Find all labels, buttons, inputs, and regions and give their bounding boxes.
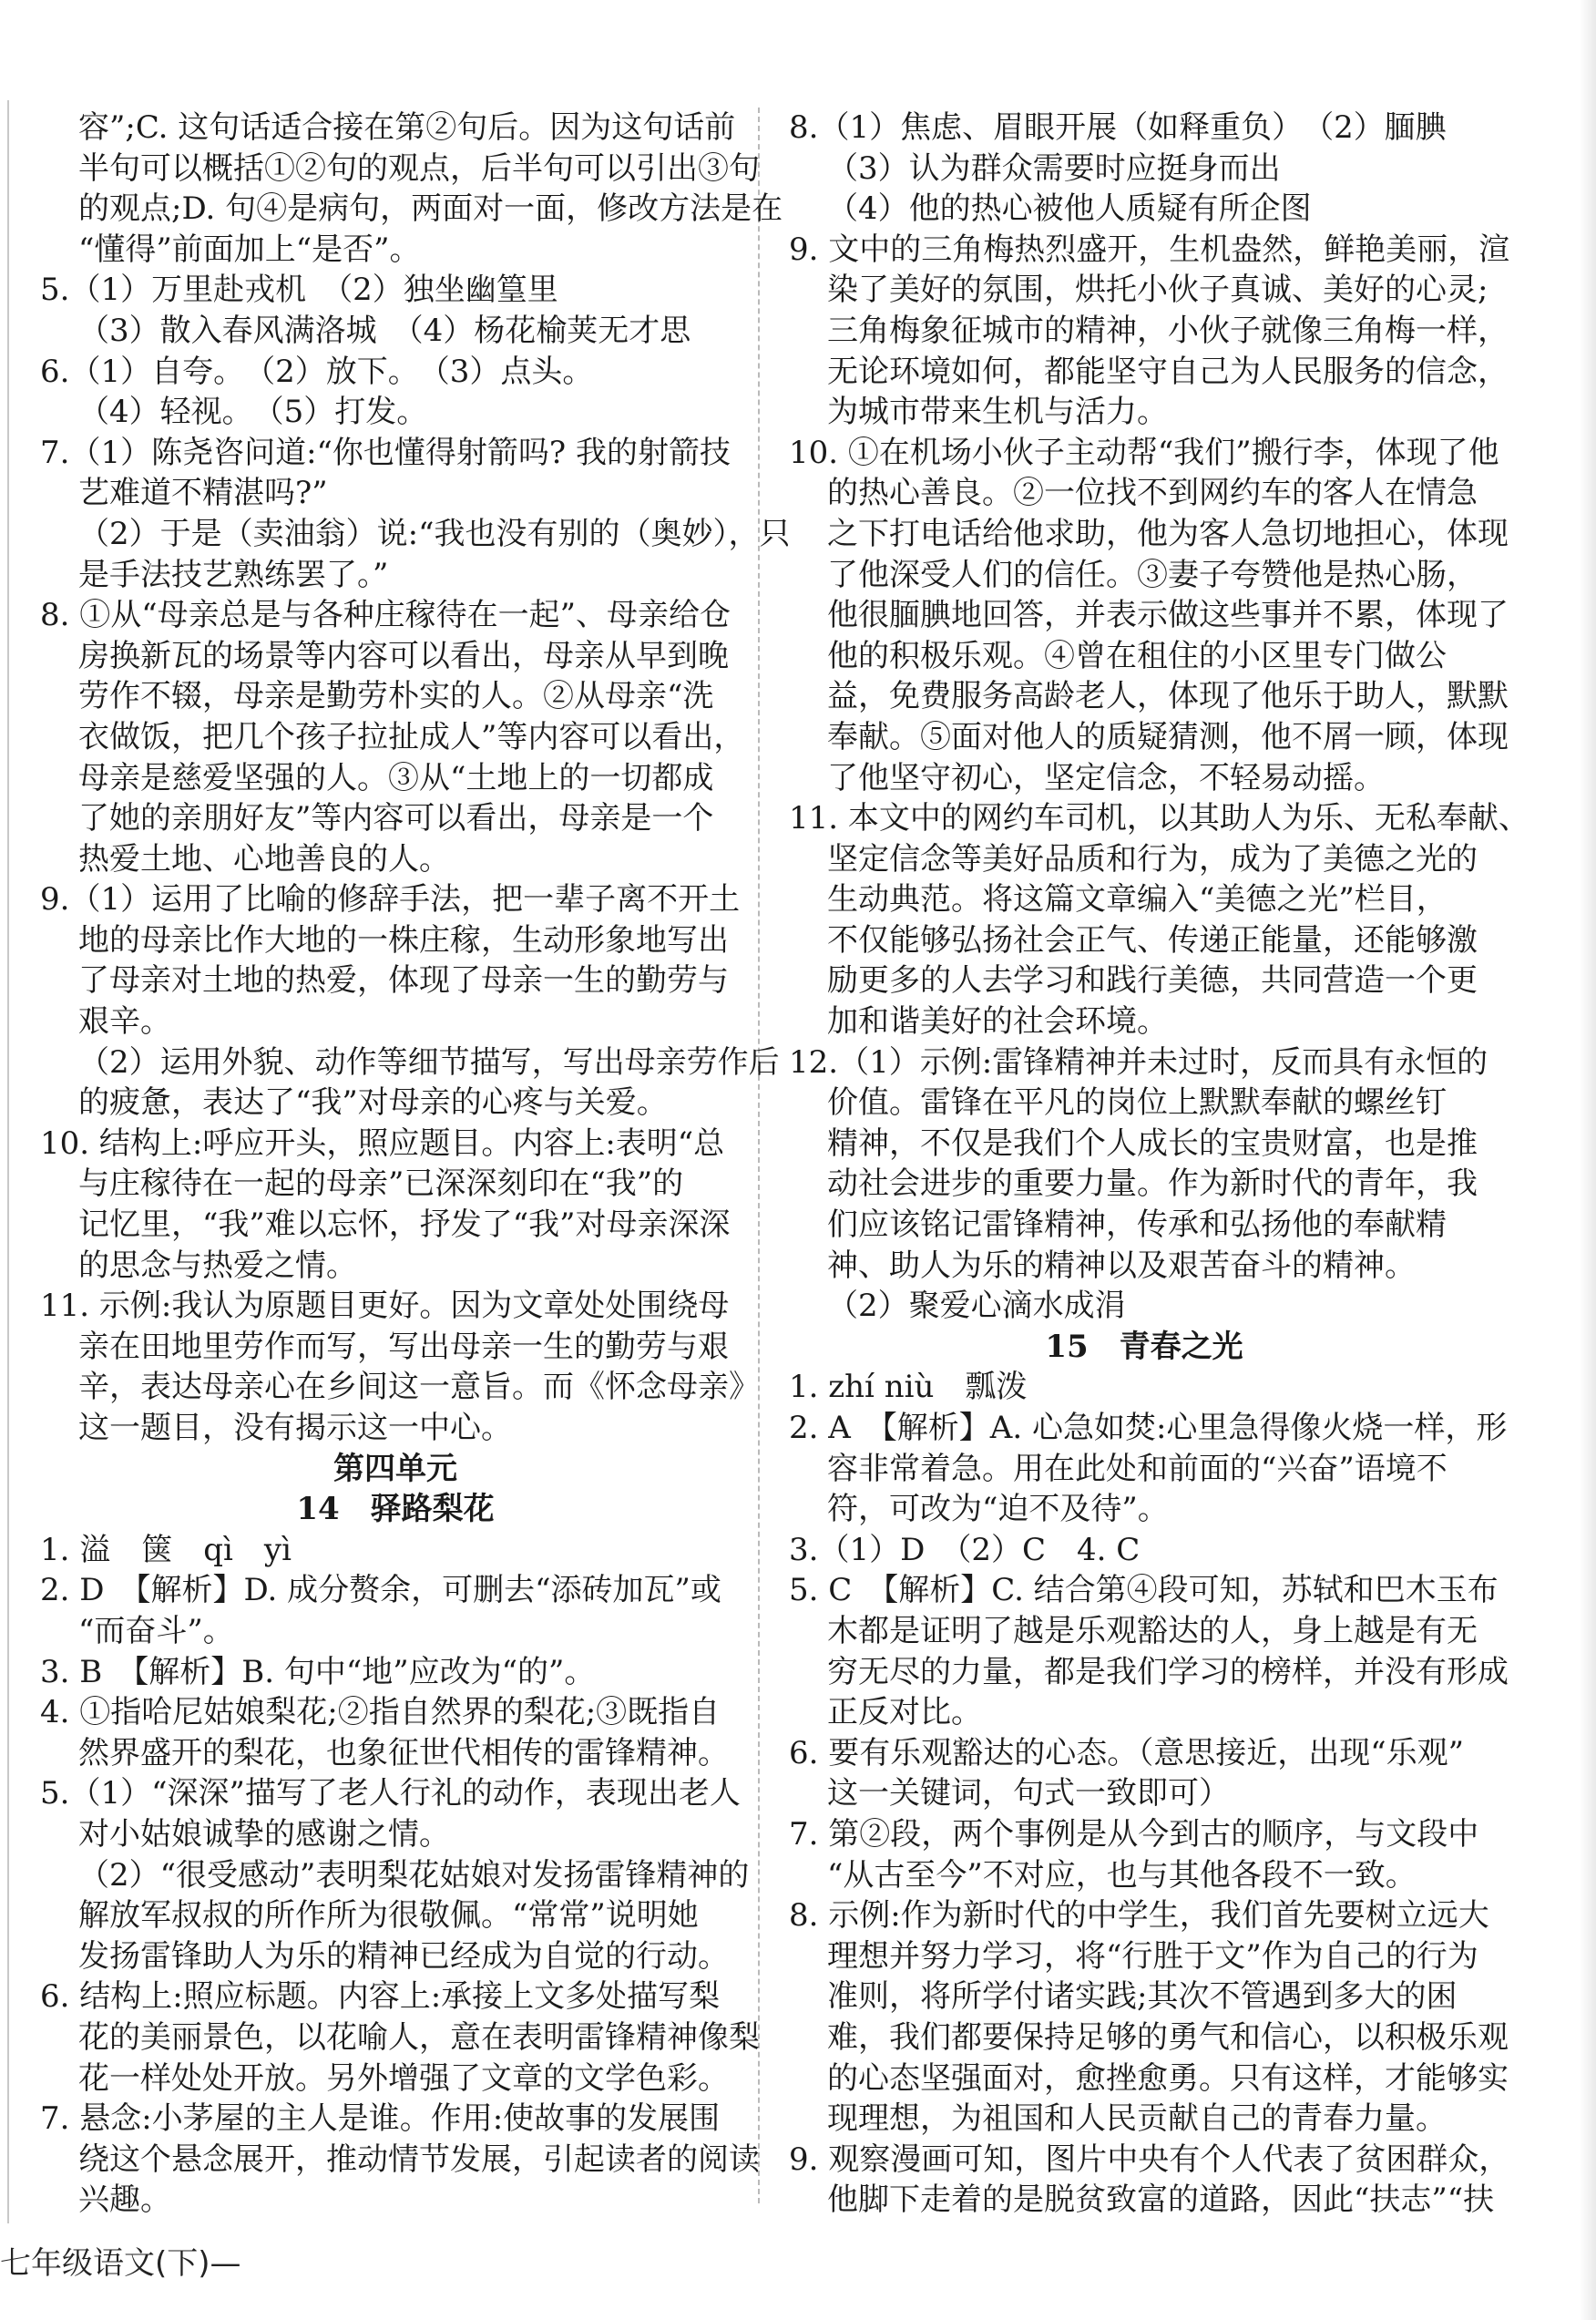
text-line: 现理想，为祖国和人民贡献自己的青春力量。	[827, 2100, 1447, 2138]
text-line: 5.（1）万里赴戎机 （2）独坐幽篁里	[40, 272, 558, 309]
text-line: 12.（1）示例:雷锋精神并未过时，反而具有永恒的	[789, 1043, 1489, 1081]
text-line: 励更多的人去学习和践行美德，共同营造一个更	[827, 962, 1478, 1000]
text-line: 5.（1）“深深”描写了老人行礼的动作，表现出老人	[40, 1775, 741, 1812]
text-line: 奉献。⑤面对他人的质疑猜测，他不屑一顾，体现	[827, 718, 1509, 755]
page-edge-shadow	[1580, 0, 1596, 2320]
text-line: 了他坚守初心，坚定信念，不轻易动摇。	[827, 759, 1385, 796]
text-line: 们应该铭记雷锋精神，传承和弘扬他的奉献精	[827, 1206, 1447, 1244]
text-line: 辛，表达母亲心在乡间这一意旨。而《怀念母亲》	[78, 1369, 760, 1406]
text-line: 衣做饭，把几个孩子拉扯成人”等内容可以看出，	[78, 718, 745, 755]
text-line: 不仅能够弘扬社会正气、传递正能量，还能够激	[827, 921, 1478, 959]
text-line: 三角梅象征城市的精神，小伙子就像三角梅一样，	[827, 312, 1509, 349]
section-heading: 第四单元	[333, 1450, 457, 1487]
text-line: 2. D 【解析】D. 成分赘余，可删去“添砖加瓦”或	[40, 1572, 721, 1609]
text-line: “从古至今”不对应，也与其他各段不一致。	[827, 1856, 1417, 1894]
text-line: 亲在田地里劳作而写，写出母亲一生的勤劳与艰	[78, 1328, 729, 1365]
text-line: 劳作不辍，母亲是勤劳朴实的人。②从母亲“洗	[78, 678, 714, 715]
text-line: 他脚下走着的是脱贫致富的道路，因此“扶志”“扶	[827, 2181, 1495, 2219]
text-line: 的疲惫，表达了“我”对母亲的心疼与关爱。	[78, 1084, 668, 1122]
text-line: 地的母亲比作大地的一株庄稼，生动形象地写出	[78, 921, 729, 959]
text-line: 发扬雷锋助人为乐的精神已经成为自觉的行动。	[78, 1937, 729, 1975]
column-divider	[758, 108, 760, 2203]
text-line: 加和谐美好的社会环境。	[827, 1003, 1168, 1041]
text-line: （3）散入春风满洛城 （4）杨花榆荚无才思	[78, 312, 691, 349]
text-line: 容非常着急。用在此处和前面的“兴奋”语境不	[827, 1450, 1448, 1487]
text-line: 他很腼腆地回答，并表示做这些事并不累，体现了	[827, 597, 1509, 634]
text-line: 花的美丽景色，以花喻人，意在表明雷锋精神像梨	[78, 2018, 760, 2056]
text-line: 3.（1）D （2）C 4. C	[789, 1531, 1141, 1568]
text-line: 容”;C. 这句话适合接在第②句后。因为这句话前	[78, 109, 736, 146]
section-heading: 14 驿路梨花	[296, 1491, 495, 1528]
section-heading: 15 青春之光	[1045, 1328, 1243, 1365]
text-line: 兴趣。	[78, 2181, 171, 2219]
text-line: 了他深受人们的信任。③妻子夸赞他是热心肠，	[827, 556, 1478, 593]
text-line: 9. 文中的三角梅热烈盛开，生机盎然，鲜艳美丽，渲	[789, 231, 1510, 268]
text-line: 是手法技艺熟练罢了。”	[78, 556, 389, 593]
text-line: 的心态坚强面对，愈挫愈勇。只有这样，才能够实	[827, 2059, 1509, 2097]
right-column	[789, 108, 1530, 2221]
text-line: “懂得”前面加上“是否”。	[78, 231, 421, 268]
text-line: “而奋斗”。	[78, 1612, 234, 1649]
text-line: 4. ①指哈尼姑娘梨花;②指自然界的梨花;③既指自	[40, 1694, 721, 1731]
text-line: 9.（1）运用了比喻的修辞手法，把一辈子离不开土	[40, 881, 741, 919]
text-line: 解放军叔叔的所作所为很敬佩。“常常”说明她	[78, 1897, 699, 1935]
text-line: 木都是证明了越是乐观豁达的人，身上越是有无	[827, 1612, 1478, 1649]
page-footer: 七年级语文(下)—	[0, 2245, 241, 2282]
text-line: 6. 要有乐观豁达的心态。（意思接近，出现“乐观”	[789, 1734, 1465, 1771]
text-line: 这一关键词，句式一致即可）	[827, 1775, 1230, 1812]
text-line: 7.（1）陈尧咨问道:“你也懂得射箭吗? 我的射箭技	[40, 434, 731, 471]
text-line: （4）轻视。 （5）打发。	[78, 394, 428, 431]
text-line: 3. B 【解析】B. 句中“地”应改为“的”。	[40, 1653, 596, 1690]
text-line: 与庄稼待在一起的母亲”已深深刻印在“我”的	[78, 1165, 684, 1203]
text-line: 的思念与热爱之情。	[78, 1247, 357, 1284]
text-line: 11. 本文中的网约车司机，以其助人为乐、无私奉献、	[789, 800, 1530, 837]
text-line: 母亲是慈爱坚强的人。③从“土地上的一切都成	[78, 759, 714, 796]
text-line: （4）他的热心被他人质疑有所企图	[827, 190, 1312, 228]
text-line: 2. A 【解析】A. 心急如焚:心里急得像火烧一样，形	[789, 1410, 1508, 1446]
left-column	[40, 108, 791, 2221]
text-line: 了她的亲朋好友”等内容可以看出，母亲是一个	[78, 800, 714, 837]
text-line: 符，可改为“迫不及待”。	[827, 1491, 1169, 1528]
text-line: 难，我们都要保持足够的勇气和信心，以积极乐观	[827, 2018, 1509, 2056]
text-line: 8. ①从“母亲总是与各种庄稼待在一起”、母亲给仓	[40, 597, 732, 634]
text-line: 精神，不仅是我们个人成长的宝贵财富，也是推	[827, 1124, 1478, 1162]
text-line: 8. 示例:作为新时代的中学生，我们首先要树立远大	[789, 1897, 1489, 1935]
text-line: 10. ①在机场小伙子主动帮“我们”搬行李，体现了他	[789, 434, 1499, 471]
text-line: 然界盛开的梨花，也象征世代相传的雷锋精神。	[78, 1734, 729, 1771]
text-line: 正反对比。	[827, 1694, 982, 1731]
text-line: 花一样处处开放。另外增强了文章的文学色彩。	[78, 2059, 729, 2097]
text-line: 热爱土地、心地善良的人。	[78, 840, 450, 878]
text-line: 记忆里，“我”难以忘怀，抒发了“我”对母亲深深	[78, 1206, 731, 1244]
text-line: 神、助人为乐的精神以及艰苦奋斗的精神。	[827, 1247, 1416, 1284]
text-line: 的观点;D. 句④是病句，两面对一面，修改方法是在	[78, 190, 783, 228]
text-line: （2）于是（卖油翁）说:“我也没有别的（奥妙），只	[78, 515, 791, 552]
text-line: 7. 第②段，两个事例是从今到古的顺序，与文段中	[789, 1815, 1479, 1853]
text-line: 动社会进步的重要力量。作为新时代的青年，我	[827, 1165, 1478, 1203]
text-line: 半句可以概括①②句的观点，后半句可以引出③句	[78, 149, 760, 187]
text-line: 9. 观察漫画可知，图片中央有个人代表了贫困群众，	[789, 2140, 1510, 2178]
text-line: 价值。雷锋在平凡的岗位上默默奉献的螺丝钉	[827, 1084, 1447, 1122]
text-line: 的热心善良。②一位找不到网约车的客人在情急	[827, 475, 1478, 512]
text-line: 6.（1）自夸。 （2）放下。 （3）点头。	[40, 353, 594, 390]
text-line: 7. 悬念:小茅屋的主人是谁。作用:使故事的发展围	[40, 2100, 721, 2138]
text-line: 这一题目，没有揭示这一中心。	[78, 1410, 512, 1446]
text-line: 5. C 【解析】C. 结合第④段可知，苏轼和巴木玉布	[789, 1572, 1499, 1609]
text-line: 10. 结构上:呼应开头，照应题目。内容上:表明“总	[40, 1124, 725, 1162]
text-line: 1. 溢 箧 qì yì	[40, 1531, 292, 1568]
text-line: 绕这个悬念展开，推动情节发展，引起读者的阅读	[78, 2140, 760, 2178]
text-line: 生动典范。将这篇文章编入“美德之光”栏目，	[827, 881, 1448, 919]
text-line: （2）聚爱心滴水成涓	[827, 1288, 1126, 1325]
page-edge-line	[7, 100, 9, 2223]
text-line: （3）认为群众需要时应挺身而出	[827, 149, 1281, 187]
text-line: 艰辛。	[78, 1003, 171, 1041]
text-line: 了母亲对土地的热爱，体现了母亲一生的勤劳与	[78, 962, 729, 1000]
text-line: 理想并努力学习，将“行胜于文”作为自己的行为	[827, 1937, 1478, 1975]
text-line: 11. 示例:我认为原题目更好。因为文章处处围绕母	[40, 1288, 730, 1325]
text-line: 坚定信念等美好品质和行为，成为了美德之光的	[827, 840, 1478, 878]
text-line: 染了美好的氛围，烘托小伙子真诚、美好的心灵;	[827, 272, 1489, 309]
text-line: 房换新瓦的场景等内容可以看出，母亲从早到晚	[78, 637, 729, 674]
text-line: （2）运用外貌、动作等细节描写，写出母亲劳作后	[78, 1043, 780, 1081]
text-line: 艺难道不精湛吗?”	[78, 475, 328, 512]
text-line: 8.（1）焦虑、眉眼开展（如释重负） （2）腼腆	[789, 109, 1447, 146]
text-line: 准则，将所学付诸实践;其次不管遇到多大的困	[827, 1978, 1458, 2016]
text-line: 之下打电话给他求助，他为客人急切地担心，体现	[827, 515, 1509, 552]
text-line: 1. zhí niù 瓢泼	[789, 1369, 1028, 1406]
text-line: 为城市带来生机与活力。	[827, 394, 1168, 431]
text-line: 无论环境如何，都能坚守自己为人民服务的信念，	[827, 353, 1509, 390]
text-line: （2）“很受感动”表明梨花姑娘对发扬雷锋精神的	[78, 1856, 750, 1894]
text-line: 穷无尽的力量，都是我们学习的榜样，并没有形成	[827, 1653, 1509, 1690]
text-line: 6. 结构上:照应标题。内容上:承接上文多处描写梨	[40, 1978, 721, 2016]
text-line: 对小姑娘诚挚的感谢之情。	[78, 1815, 450, 1853]
text-line: 益，免费服务高龄老人，体现了他乐于助人，默默	[827, 678, 1509, 715]
text-line: 他的积极乐观。④曾在租住的小区里专门做公	[827, 637, 1447, 674]
